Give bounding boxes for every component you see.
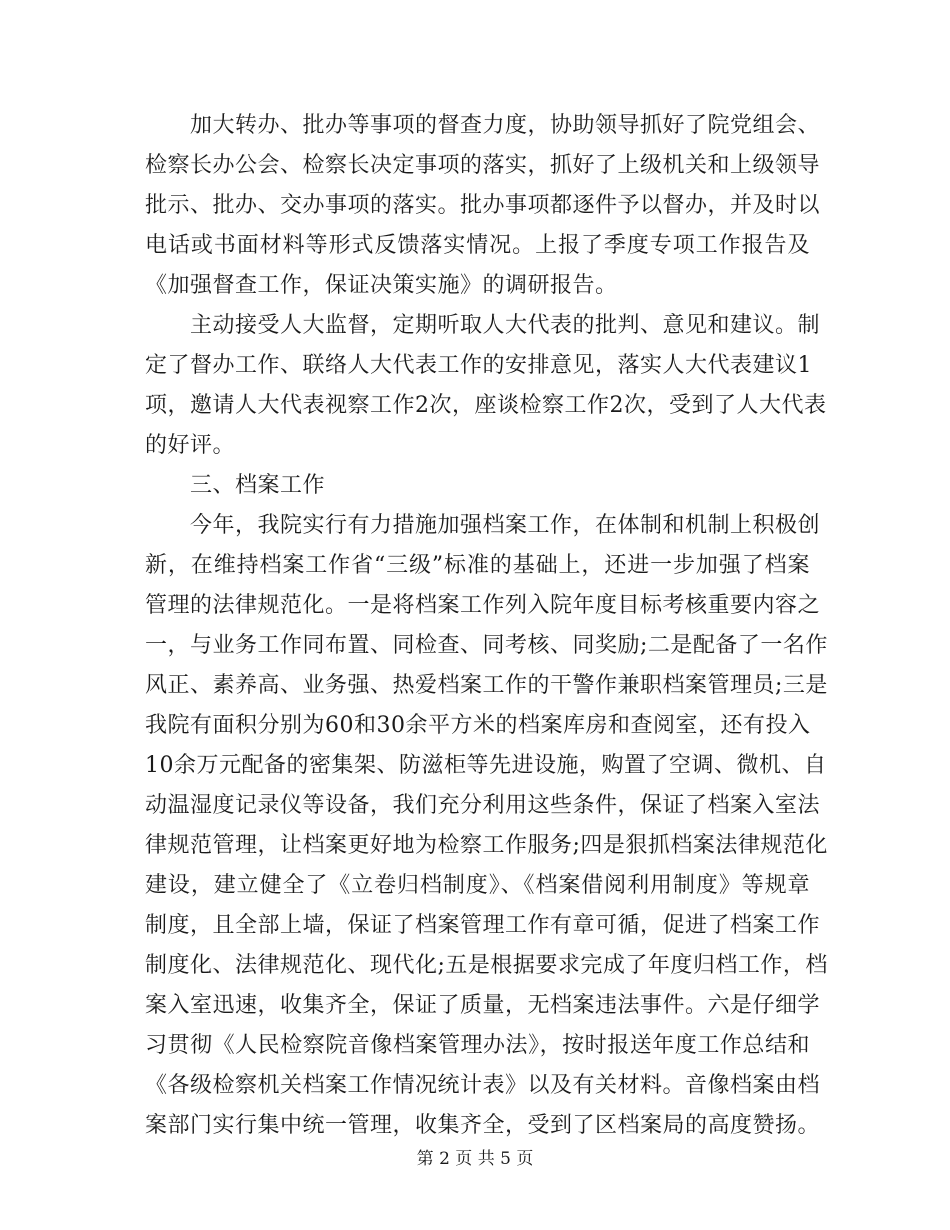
text-line: 案部门实行集中统一管理，收集齐全，受到了区档案局的高度赞扬。 [145,1113,821,1138]
text-line: 动温湿度记录仪等设备，我们充分利用这些条件，保证了档案入室法 [145,793,821,818]
text-line: 管理的法律规范化。一是将档案工作列入院年度目标考核重要内容之 [145,593,821,618]
page-number-footer: 第 2 页 共 5 页 [416,1149,534,1169]
text-line: 律规范管理，让档案更好地为检察工作服务;四是狠抓档案法律规范化 [145,833,828,858]
text-line: 习贯彻《人民检察院音像档案管理办法》，按时报送年度工作总结和 [145,1033,810,1058]
text-line: 定了督办工作、联络人大代表工作的安排意见，落实人大代表建议1 [145,353,812,378]
text-line: 批示、批办、交办事项的落实。批办事项都逐件予以督办，并及时以 [145,193,821,218]
text-line: 制度，且全部上墙，保证了档案管理工作有章可循，促进了档案工作 [145,913,821,938]
text-line: 的好评。 [145,433,236,458]
text-line: 检察长办公会、检察长决定事项的落实，抓好了上级机关和上级领导 [145,153,821,178]
text-line: 新，在维持档案工作省“三级”标准的基础上，还进一步加强了档案 [145,553,810,578]
text-line: 项，邀请人大代表视察工作2次，座谈检察工作2次，受到了人大代表 [145,393,827,418]
text-line: 加大转办、批办等事项的督查力度，协助领导抓好了院党组会、 [190,113,821,138]
text-line: 建设，建立健全了《立卷归档制度》、《档案借阅利用制度》等规章 [145,873,810,898]
section-heading: 三、档案工作 [190,473,326,498]
text-line: 10余万元配备的密集架、防滋柜等先进设施，购置了空调、微机、自 [145,753,827,778]
text-line: 一，与业务工作同布置、同检查、同考核、同奖励;二是配备了一名作 [145,633,828,658]
text-line: 风正、素养高、业务强、热爱档案工作的干警作兼职档案管理员;三是 [145,673,828,698]
text-line: 主动接受人大监督，定期听取人大代表的批判、意见和建议。制 [190,313,821,338]
text-line: 《加强督查工作，保证决策实施》的调研报告。 [145,273,618,298]
text-line: 案入室迅速，收集齐全，保证了质量，无档案违法事件。六是仔细学 [145,993,821,1018]
text-line: 制度化、法律规范化、现代化;五是根据要求完成了年度归档工作，档 [145,953,828,978]
text-line: 今年，我院实行有力措施加强档案工作，在体制和机制上积极创 [190,513,821,538]
text-line: 我院有面积分别为60和30余平方米的档案库房和查阅室，还有投入 [145,713,811,738]
text-line: 《各级检察机关档案工作情况统计表》以及有关材料。音像档案由档 [145,1073,821,1098]
text-line: 电话或书面材料等形式反馈落实情况。上报了季度专项工作报告及 [145,233,810,258]
